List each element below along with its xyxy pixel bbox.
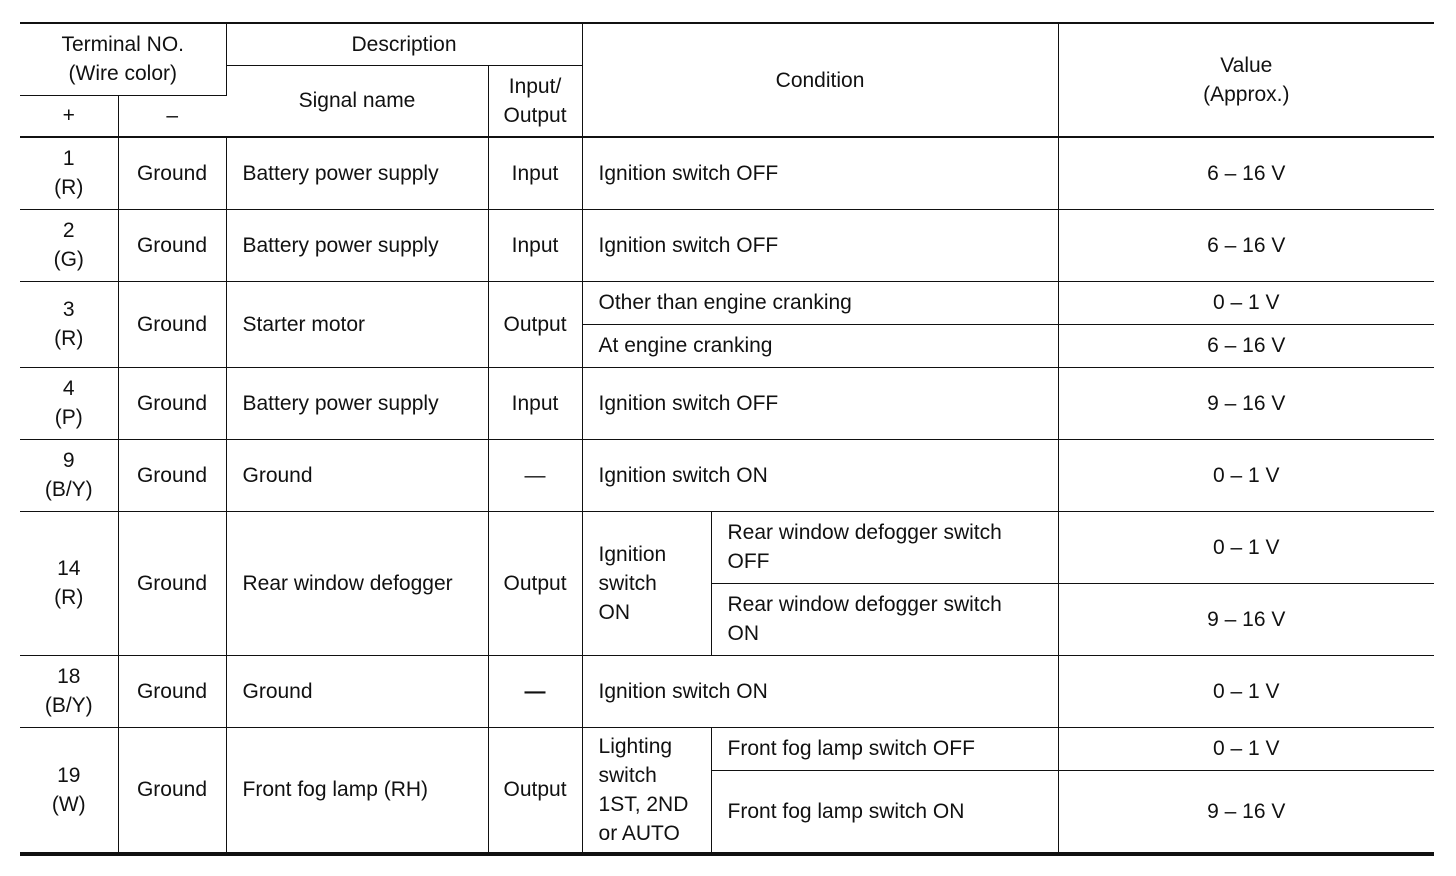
header-plus: + — [20, 95, 118, 137]
condition-text: Front fog lamp switch ON — [711, 770, 1058, 854]
signal-name: Starter motor — [226, 281, 488, 367]
table-row — [20, 511, 1434, 583]
condition-text: Ignition switch OFF — [582, 209, 1058, 281]
signal-name: Rear window defogger — [226, 511, 488, 655]
signal-name: Front fog lamp (RH) — [226, 727, 488, 854]
input-output: Output — [488, 511, 582, 655]
input-output: Input — [488, 367, 582, 439]
condition-group: Lighting switch 1ST, 2ND or AUTO — [582, 727, 711, 854]
condition-text: Rear window defogger switch ON — [711, 583, 1058, 655]
condition-text: Front fog lamp switch OFF — [711, 727, 1058, 770]
ground-terminal: Ground — [118, 439, 226, 511]
input-output: Input — [488, 137, 582, 209]
terminal-number: 18 (B/Y) — [20, 655, 118, 727]
value-text: 0 – 1 V — [1058, 655, 1434, 727]
signal-name: Battery power supply — [226, 367, 488, 439]
condition-text: Ignition switch OFF — [582, 367, 1058, 439]
terminal-number: 19 (W) — [20, 727, 118, 854]
header-description: Description — [226, 23, 582, 65]
value-text: 0 – 1 V — [1058, 439, 1434, 511]
value-text: 0 – 1 V — [1058, 511, 1434, 583]
value-text: 9 – 16 V — [1058, 367, 1434, 439]
value-text: 6 – 16 V — [1058, 209, 1434, 281]
condition-text: Ignition switch ON — [582, 439, 1058, 511]
condition-text: At engine cranking — [582, 324, 1058, 367]
value-text: 9 – 16 V — [1058, 583, 1434, 655]
signal-name: Battery power supply — [226, 209, 488, 281]
table-row — [20, 367, 1434, 439]
table-row — [20, 137, 1434, 209]
value-text: 0 – 1 V — [1058, 727, 1434, 770]
condition-text: Rear window defogger switch OFF — [711, 511, 1058, 583]
condition-text: Ignition switch OFF — [582, 137, 1058, 209]
ground-terminal: Ground — [118, 655, 226, 727]
table-row — [20, 281, 1434, 324]
header-minus: – — [118, 95, 226, 137]
terminal-number: 1 (R) — [20, 137, 118, 209]
signal-name: Ground — [226, 439, 488, 511]
value-text: 6 – 16 V — [1058, 137, 1434, 209]
ground-terminal: Ground — [118, 727, 226, 854]
table-row — [20, 439, 1434, 511]
input-output: Output — [488, 727, 582, 854]
header-value: Value (Approx.) — [1058, 23, 1434, 137]
value-text: 6 – 16 V — [1058, 324, 1434, 367]
signal-name: Ground — [226, 655, 488, 727]
input-output: Input — [488, 209, 582, 281]
signal-name: Battery power supply — [226, 137, 488, 209]
terminal-table-wrapper — [20, 22, 1434, 856]
ground-terminal: Ground — [118, 511, 226, 655]
input-output: — — [488, 439, 582, 511]
header-terminal: Terminal NO. (Wire color) — [20, 23, 226, 95]
condition-text: Ignition switch ON — [582, 655, 1058, 727]
table-row — [20, 209, 1434, 281]
value-text: 9 – 16 V — [1058, 770, 1434, 854]
terminal-number: 3 (R) — [20, 281, 118, 367]
terminal-number: 2 (G) — [20, 209, 118, 281]
header-condition: Condition — [582, 23, 1058, 137]
ground-terminal: Ground — [118, 209, 226, 281]
ground-terminal: Ground — [118, 367, 226, 439]
input-output: — — [488, 655, 582, 727]
ground-terminal: Ground — [118, 137, 226, 209]
table-row — [20, 727, 1434, 770]
ground-terminal: Ground — [118, 281, 226, 367]
terminal-number: 9 (B/Y) — [20, 439, 118, 511]
terminal-number: 4 (P) — [20, 367, 118, 439]
value-text: 0 – 1 V — [1058, 281, 1434, 324]
terminal-table — [20, 22, 1434, 856]
input-output: Output — [488, 281, 582, 367]
condition-text: Other than engine cranking — [582, 281, 1058, 324]
terminal-number: 14 (R) — [20, 511, 118, 655]
header-input-output: Input/ Output — [488, 65, 582, 137]
condition-group: Ignition switch ON — [582, 511, 711, 655]
header-signal-name: Signal name — [226, 65, 488, 137]
table-row — [20, 655, 1434, 727]
